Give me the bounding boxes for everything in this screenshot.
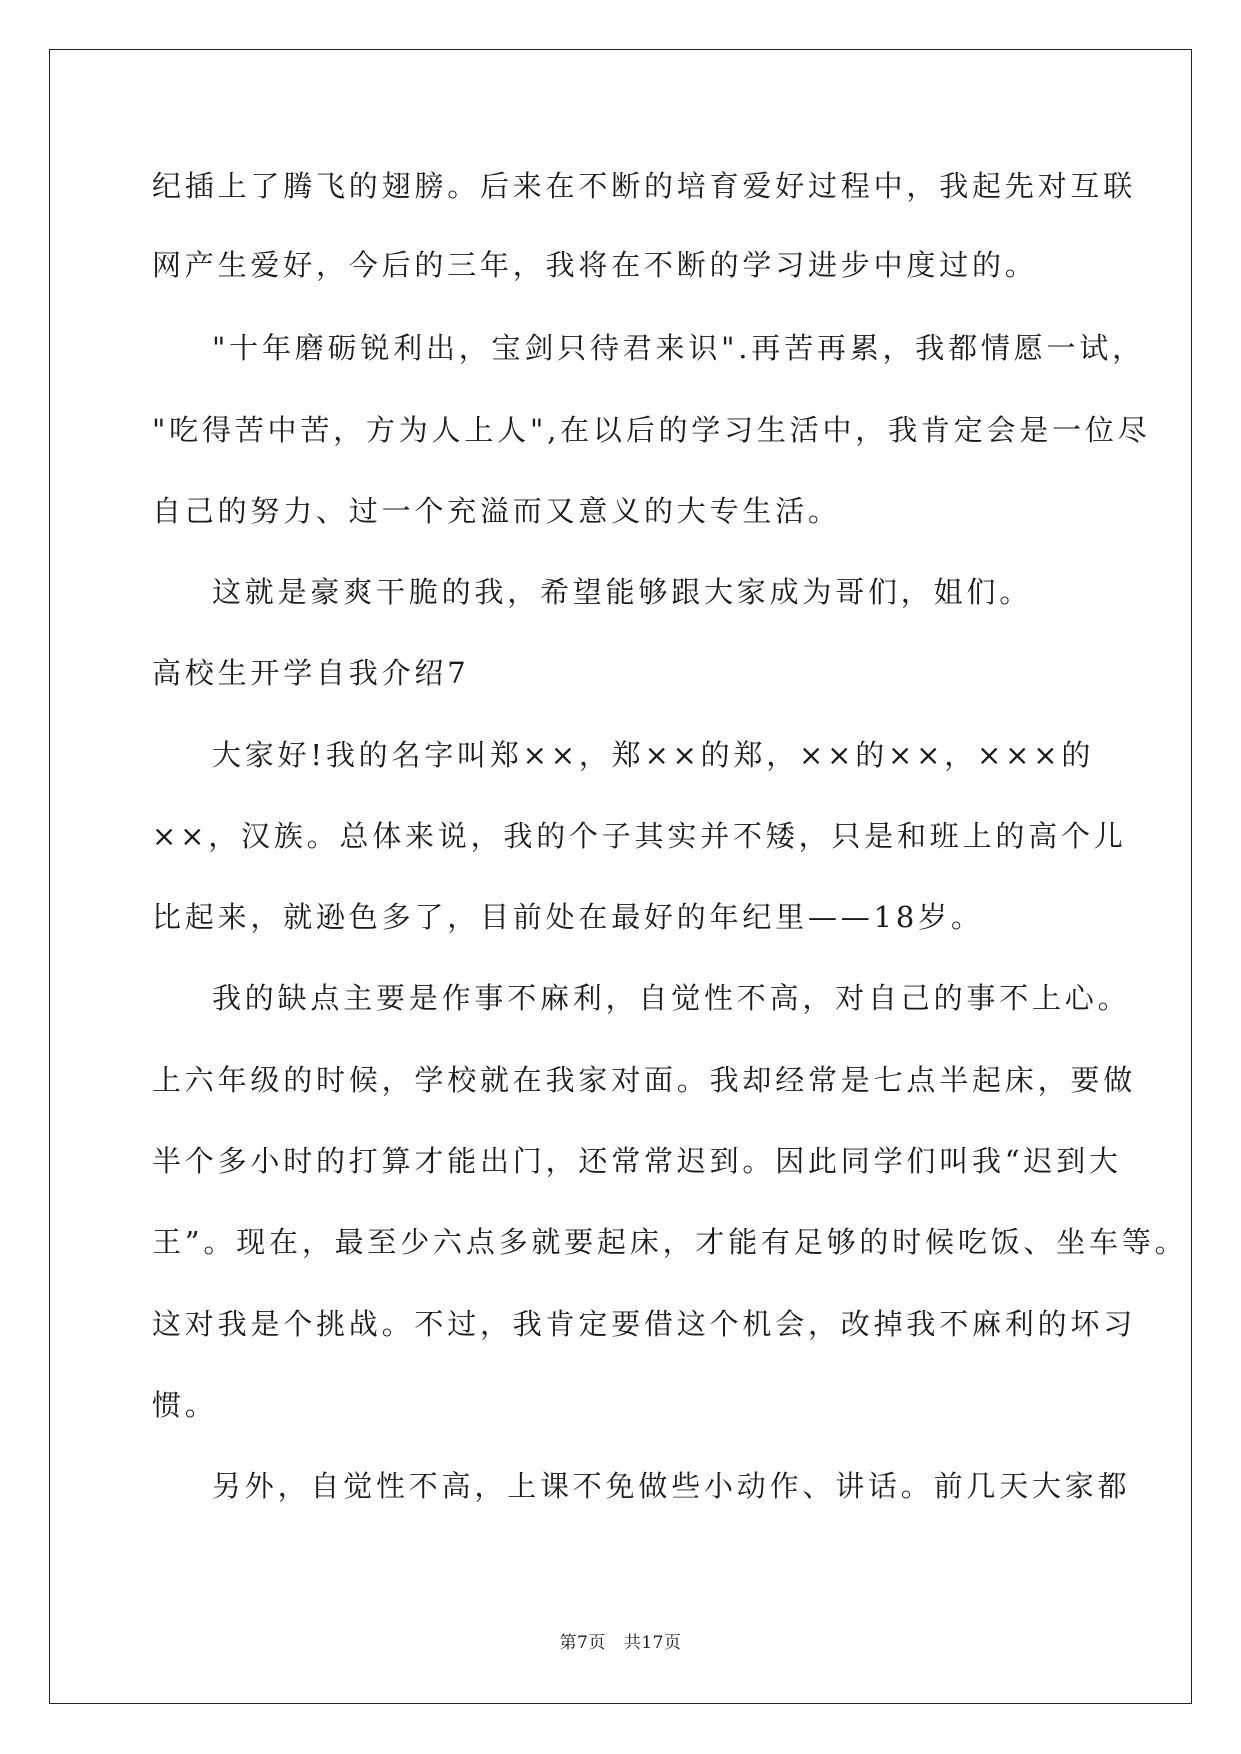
text-line: 网产生爱好，今后的三年，我将在不断的学习进步中度过的。	[152, 248, 1038, 282]
text-line: ××，汉族。总体来说，我的个子其实并不矮，只是和班上的高个儿	[152, 819, 1127, 853]
text-line: 惯。	[152, 1388, 218, 1422]
text-line: 半个多小时的打算才能出门，还常常迟到。因此同学们叫我“迟到大	[152, 1144, 1122, 1178]
text-line: 这对我是个挑战。不过，我肯定要借这个机会，改掉我不麻利的坏习	[152, 1307, 1137, 1341]
text-line: 自己的努力、过一个充溢而又意义的大专生活。	[152, 494, 841, 528]
paragraph-start-line: "十年磨砺锐利出，宝剑只待君来识".再苦再累，我都情愿一试，	[212, 331, 1145, 365]
paragraph-start-line: 这就是豪爽干脆的我，希望能够跟大家成为哥们，姐们。	[212, 575, 1033, 609]
text-line: 纪插上了腾飞的翅膀。后来在不断的培育爱好过程中，我起先对互联	[152, 169, 1137, 203]
text-line: 上六年级的时候，学校就在我家对面。我却经常是七点半起床，要做	[152, 1063, 1137, 1097]
section-heading: 高校生开学自我介绍7	[152, 656, 470, 690]
page-total: 共17页	[623, 1633, 682, 1653]
text-line: "吃得苦中苦，方为人上人",在以后的学习生活中，我肯定会是一位尽	[152, 413, 1151, 447]
text-line: 比起来，就逊色多了，目前处在最好的年纪里——18岁。	[152, 900, 984, 934]
page-border	[49, 49, 1192, 1704]
page-number: 第7页	[559, 1633, 606, 1653]
paragraph-start-line: 我的缺点主要是作事不麻利，自觉性不高，对自己的事不上心。	[212, 981, 1131, 1015]
paragraph-start-line: 大家好!我的名字叫郑××，郑××的郑，××的××，×××的	[212, 738, 1095, 772]
text-line: 王”。现在，最至少六点多就要起床，才能有足够的时候吃饭、坐车等。	[152, 1225, 1188, 1259]
paragraph-start-line: 另外，自觉性不高，上课不免做些小动作、讲话。前几天大家都	[212, 1469, 1131, 1503]
page-footer	[0, 1628, 1241, 1653]
